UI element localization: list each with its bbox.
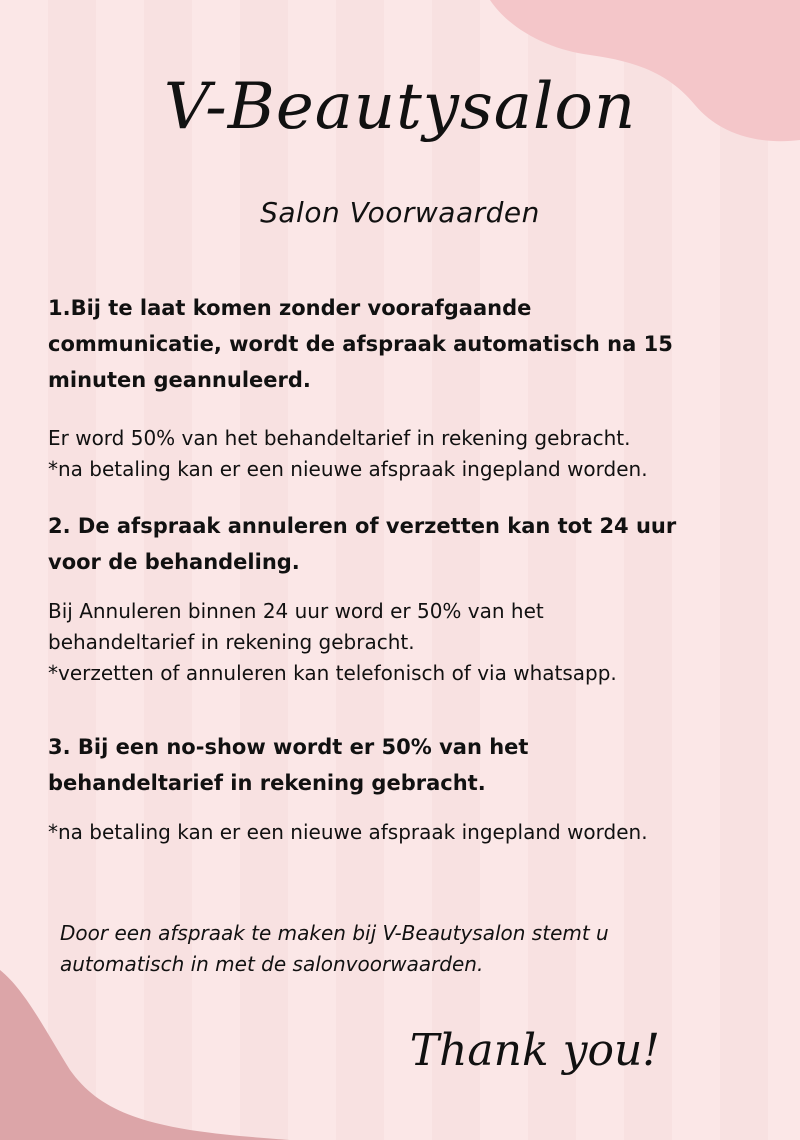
rule-2-heading-line: 2. De afspraak annuleren of verzetten kan tot 24 uur	[48, 514, 677, 538]
rule-2-body	[48, 596, 718, 689]
rule-3	[48, 729, 718, 848]
salon-title: V-Beautysalon	[163, 70, 637, 144]
rule-3-heading-line: 3. Bij een no-show wordt er 50% van het	[48, 735, 529, 759]
rule-3-heading	[48, 729, 718, 801]
rule-2-body-line: Bij Annuleren binnen 24 uur word er 50% van het	[48, 599, 544, 623]
rule-1-heading	[48, 290, 718, 398]
rule-2-heading-line: voor de behandeling.	[48, 550, 300, 574]
decorative-blob-bottom-left	[0, 960, 290, 1140]
rule-1-heading-line: communicatie, wordt de afspraak automatisch na 15	[48, 332, 673, 356]
rule-1	[48, 290, 718, 485]
rule-3-body	[48, 817, 718, 848]
closing-line: Door een afspraak te maken bij V-Beautysalon stemt u	[60, 921, 609, 945]
rule-3-body-line: *na betaling kan er een nieuwe afspraak ingepland worden.	[48, 820, 648, 844]
thank-you-signoff: Thank you!	[409, 1025, 660, 1076]
rule-2-heading	[48, 508, 718, 580]
page-subtitle: Salon Voorwaarden	[260, 196, 540, 229]
rule-2-body-line: *verzetten of annuleren kan telefonisch of via whatsapp.	[48, 661, 617, 685]
rule-1-heading-line: 1.Bij te laat komen zonder voorafgaande	[48, 296, 532, 320]
closing-statement	[60, 918, 740, 980]
rule-3-heading-line: behandeltarief in rekening gebracht.	[48, 771, 486, 795]
rule-1-body-line: Er word 50% van het behandeltarief in rekening gebracht.	[48, 426, 631, 450]
rule-2-body-line: behandeltarief in rekening gebracht.	[48, 630, 415, 654]
rule-1-heading-line: minuten geannuleerd.	[48, 368, 311, 392]
rule-2	[48, 508, 718, 689]
rule-1-body	[48, 423, 718, 485]
rule-1-body-line: *na betaling kan er een nieuwe afspraak ingepland worden.	[48, 457, 648, 481]
closing-line: automatisch in met de salonvoorwaarden.	[60, 952, 484, 976]
